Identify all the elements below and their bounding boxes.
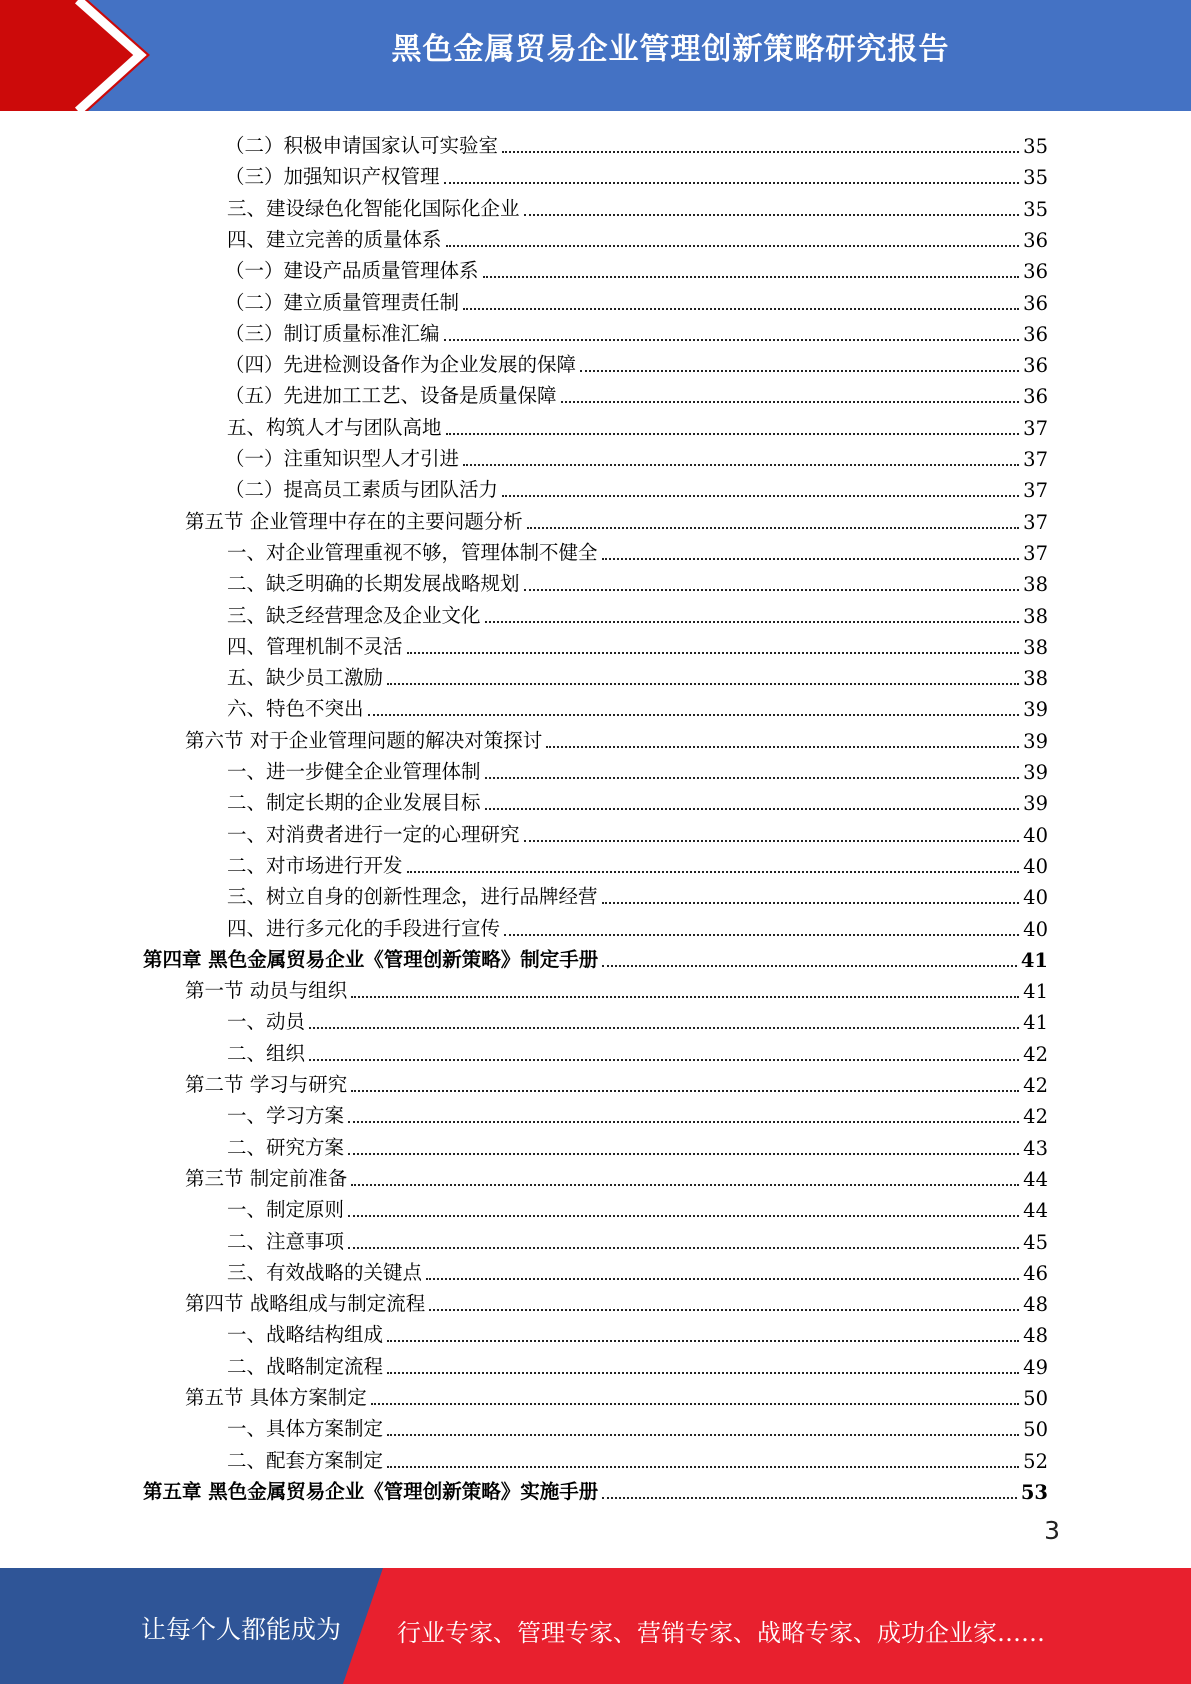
toc-entry-page: 37 <box>1023 416 1048 440</box>
toc-entry-page: 48 <box>1023 1324 1048 1348</box>
toc-entry[interactable] <box>185 1161 1048 1191</box>
toc-leader-dots <box>351 1090 1019 1092</box>
toc-entry-page: 53 <box>1020 1480 1048 1504</box>
toc-entry-title: 五、缺少员工激励 <box>227 666 384 690</box>
toc-entry-title: 三、树立自身的创新性理念，进行品牌经营 <box>227 885 598 909</box>
toc-leader-dots <box>351 1184 1019 1186</box>
toc-entry[interactable] <box>225 316 1048 346</box>
toc-entry-page: 39 <box>1023 761 1048 784</box>
toc-entry-title: （三）制订质量标准汇编 <box>225 321 440 345</box>
toc-entry[interactable] <box>227 1255 1048 1285</box>
toc-entry[interactable] <box>227 566 1048 596</box>
toc-entry-page: 39 <box>1023 698 1048 722</box>
toc-entry[interactable] <box>225 472 1048 502</box>
toc-entry[interactable] <box>227 1098 1048 1128</box>
toc-entry-title: 二、缺乏明确的长期发展战略规划 <box>227 572 520 596</box>
toc-entry-page: 40 <box>1023 886 1048 910</box>
toc-entry-title: 二、注意事项 <box>227 1229 345 1253</box>
toc-entry[interactable] <box>185 504 1048 534</box>
toc-entry-title: 三、缺乏经营理念及企业文化 <box>227 603 481 627</box>
toc-entry[interactable] <box>227 222 1048 252</box>
toc-leader-dots <box>348 1121 1019 1123</box>
toc-entry-page: 35 <box>1023 197 1048 221</box>
toc-entry-title: （一）建设产品质量管理体系 <box>225 259 479 283</box>
toc-entry-title: 六、特色不突出 <box>227 697 364 721</box>
toc-entry[interactable] <box>227 754 1048 784</box>
toc-entry[interactable] <box>225 285 1048 315</box>
toc-entry-page: 40 <box>1023 823 1048 847</box>
toc-entry-title: 二、研究方案 <box>227 1135 345 1159</box>
toc-entry[interactable] <box>185 1286 1048 1316</box>
header-arrow-decoration <box>0 0 150 111</box>
toc-entry[interactable] <box>227 660 1048 690</box>
toc-entry-page: 43 <box>1023 1136 1048 1160</box>
toc-entry-title: 第三节 制定前准备 <box>185 1166 348 1190</box>
toc-leader-dots <box>485 621 1020 623</box>
toc-entry-page: 41 <box>1023 980 1048 1004</box>
page-header <box>0 0 1191 111</box>
toc-entry-title: 二、战略制定流程 <box>227 1354 384 1378</box>
toc-leader-dots <box>504 934 1019 936</box>
toc-entry-title: 一、动员 <box>227 1010 306 1034</box>
toc-entry-title: 二、配套方案制定 <box>227 1448 384 1472</box>
toc-entry-title: 第四节 战略组成与制定流程 <box>185 1292 426 1316</box>
toc-leader-dots <box>502 495 1019 497</box>
toc-leader-dots <box>602 902 1020 904</box>
toc-entry-title: 第五节 企业管理中存在的主要问题分析 <box>185 509 523 533</box>
toc-chapter-entry[interactable] <box>143 942 1048 972</box>
toc-entry-page: 45 <box>1023 1230 1048 1254</box>
toc-chapter-entry[interactable] <box>143 1474 1048 1504</box>
toc-entry-title: （四）先进检测设备作为企业发展的保障 <box>225 353 577 377</box>
toc-leader-dots <box>387 683 1019 685</box>
toc-leader-dots <box>407 652 1020 654</box>
toc-entry-title: 一、具体方案制定 <box>227 1417 384 1441</box>
toc-entry-page: 42 <box>1023 1042 1048 1066</box>
toc-leader-dots <box>426 1278 1019 1280</box>
toc-entry[interactable] <box>185 723 1048 753</box>
toc-entry-page: 52 <box>1023 1449 1048 1473</box>
toc-entry[interactable] <box>227 410 1048 440</box>
toc-entry-page: 37 <box>1023 479 1048 503</box>
toc-entry[interactable] <box>227 911 1048 941</box>
toc-entry[interactable] <box>225 441 1048 471</box>
toc-leader-dots <box>387 1434 1019 1436</box>
toc-entry[interactable] <box>227 1411 1048 1441</box>
toc-entry-page: 37 <box>1023 448 1048 471</box>
toc-entry[interactable] <box>227 1317 1048 1347</box>
toc-entry-title: （一）注重知识型人才引进 <box>225 447 460 470</box>
toc-leader-dots <box>444 339 1020 341</box>
toc-entry-page: 46 <box>1023 1261 1048 1285</box>
toc-entry[interactable] <box>185 1380 1048 1410</box>
toc-leader-dots <box>387 1372 1019 1374</box>
toc-entry-title: 三、建设绿色化智能化国际化企业 <box>227 196 520 220</box>
page-footer <box>0 1568 1191 1684</box>
toc-entry-page: 50 <box>1023 1418 1048 1442</box>
toc-entry[interactable] <box>185 973 1048 1003</box>
toc-entry-page: 36 <box>1023 354 1048 378</box>
toc-leader-dots <box>407 871 1020 873</box>
toc-leader-dots <box>387 1466 1019 1468</box>
toc-leader-dots <box>527 527 1019 529</box>
toc-entry-title: 三、有效战略的关键点 <box>227 1260 423 1284</box>
toc-entry[interactable] <box>227 1224 1048 1254</box>
toc-entry[interactable] <box>225 378 1048 408</box>
toc-entry-title: （二）积极申请国家认可实验室 <box>225 134 499 157</box>
toc-entry-page: 38 <box>1023 667 1048 691</box>
toc-entry-page: 50 <box>1023 1387 1048 1410</box>
toc-leader-dots <box>387 1340 1019 1342</box>
toc-leader-dots <box>348 1215 1019 1217</box>
toc-entry[interactable] <box>225 253 1048 283</box>
toc-leader-dots <box>371 1403 1019 1405</box>
toc-leader-dots <box>309 1059 1019 1061</box>
toc-entry-title: 二、制定长期的企业发展目标 <box>227 791 481 815</box>
toc-entry-page: 37 <box>1023 510 1048 534</box>
toc-entry[interactable] <box>225 128 1048 158</box>
toc-leader-dots <box>429 1309 1019 1311</box>
toc-leader-dots <box>368 714 1020 716</box>
toc-entry-page: 37 <box>1023 541 1048 565</box>
toc-entry[interactable] <box>227 879 1048 909</box>
toc-entry-title: （三）加强知识产权管理 <box>225 165 440 189</box>
toc-entry-page: 40 <box>1023 854 1048 878</box>
toc-leader-dots <box>502 151 1019 153</box>
toc-entry[interactable] <box>227 191 1048 221</box>
toc-leader-dots <box>602 965 1017 967</box>
toc-entry-title: 一、战略结构组成 <box>227 1323 384 1347</box>
toc-leader-dots <box>485 808 1020 810</box>
toc-leader-dots <box>351 996 1019 998</box>
toc-entry[interactable] <box>227 535 1048 565</box>
toc-entry-page: 36 <box>1023 291 1048 315</box>
toc-entry[interactable] <box>227 1443 1048 1473</box>
toc-leader-dots <box>561 401 1020 403</box>
toc-entry[interactable] <box>227 1192 1048 1222</box>
toc-entry-page: 41 <box>1023 1011 1048 1035</box>
toc-leader-dots <box>348 1247 1019 1249</box>
toc-entry-title: （五）先进加工工艺、设备是质量保障 <box>225 384 557 408</box>
toc-entry-page: 39 <box>1023 792 1048 816</box>
toc-leader-dots <box>602 558 1020 560</box>
toc-entry-page: 40 <box>1023 917 1048 941</box>
toc-leader-dots <box>485 777 1020 779</box>
toc-leader-dots <box>580 370 1019 372</box>
toc-entry[interactable] <box>185 1067 1048 1097</box>
toc-entry-title: 一、进一步健全企业管理体制 <box>227 760 481 783</box>
toc-entry-page: 38 <box>1023 635 1048 659</box>
toc-leader-dots <box>463 464 1019 466</box>
toc-entry-page: 38 <box>1023 573 1048 597</box>
toc-leader-dots <box>446 433 1020 435</box>
toc-leader-dots <box>602 1497 1017 1499</box>
toc-entry-page: 44 <box>1023 1167 1048 1191</box>
toc-entry-page: 36 <box>1023 322 1048 346</box>
document-title: 黑色金属贸易企业管理创新策略研究报告 <box>391 32 950 67</box>
toc-leader-dots <box>524 214 1020 216</box>
toc-leader-dots <box>446 245 1020 247</box>
toc-entry-title: 四、进行多元化的手段进行宣传 <box>227 916 501 940</box>
toc-entry-title: 一、学习方案 <box>227 1104 345 1128</box>
toc-entry[interactable] <box>227 1130 1048 1160</box>
toc-entry-title: 二、组织 <box>227 1041 306 1065</box>
toc-entry-page: 42 <box>1023 1074 1048 1097</box>
toc-entry-page: 44 <box>1023 1199 1048 1223</box>
toc-entry-title: 第二节 学习与研究 <box>185 1073 348 1096</box>
toc-leader-dots <box>348 1153 1019 1155</box>
toc-entry-title: （二）提高员工素质与团队活力 <box>225 478 499 502</box>
toc-entry-title: 四、建立完善的质量体系 <box>227 227 442 251</box>
toc-entry-page: 48 <box>1023 1293 1048 1317</box>
toc-entry-page: 36 <box>1023 228 1048 252</box>
toc-entry-title: 一、对企业管理重视不够，管理体制不健全 <box>227 540 598 564</box>
toc-entry-page: 42 <box>1023 1105 1048 1129</box>
toc-entry[interactable] <box>227 691 1048 721</box>
toc-leader-dots <box>309 1027 1019 1029</box>
toc-entry[interactable] <box>227 1004 1048 1034</box>
toc-entry-title: 第五章 黑色金属贸易企业《管理创新策略》实施手册 <box>143 1479 599 1503</box>
toc-entry-page: 41 <box>1020 948 1048 972</box>
footer-slogan-left: 让每个人都能成为 <box>141 1615 342 1644</box>
toc-leader-dots <box>444 182 1020 184</box>
toc-entry-title: 一、对消费者进行一定的心理研究 <box>227 822 520 846</box>
toc-entry-title: 第一节 动员与组织 <box>185 979 348 1003</box>
toc-entry-title: 第六节 对于企业管理问题的解决对策探讨 <box>185 728 543 752</box>
toc-entry-title: 五、构筑人才与团队高地 <box>227 415 442 439</box>
toc-entry[interactable] <box>227 817 1048 847</box>
toc-entry[interactable] <box>225 159 1048 189</box>
footer-slogan-right: 行业专家、管理专家、营销专家、战略专家、成功企业家…… <box>397 1619 1045 1647</box>
toc-leader-dots <box>524 589 1020 591</box>
toc-entry-page: 39 <box>1023 729 1048 753</box>
toc-leader-dots <box>546 746 1019 748</box>
toc-entry-page: 49 <box>1023 1355 1048 1379</box>
toc-entry[interactable] <box>227 1036 1048 1066</box>
toc-entry-title: （二）建立质量管理责任制 <box>225 290 460 314</box>
toc-entry-page: 38 <box>1023 604 1048 628</box>
toc-entry-page: 35 <box>1023 166 1048 190</box>
toc-entry[interactable] <box>227 629 1048 659</box>
toc-entry[interactable] <box>227 598 1048 628</box>
toc-entry-page: 36 <box>1023 260 1048 284</box>
toc-entry-title: 第五节 具体方案制定 <box>185 1386 367 1409</box>
toc-entry-title: 四、管理机制不灵活 <box>227 634 403 658</box>
toc-entry-page: 35 <box>1023 135 1048 158</box>
toc-entry[interactable] <box>227 785 1048 815</box>
toc-leader-dots <box>483 276 1020 278</box>
toc-entry-title: 第四章 黑色金属贸易企业《管理创新策略》制定手册 <box>143 947 599 971</box>
toc-entry-page: 36 <box>1023 385 1048 409</box>
toc-entry[interactable] <box>227 848 1048 878</box>
toc-entry-title: 二、对市场进行开发 <box>227 853 403 877</box>
toc-leader-dots <box>524 840 1020 842</box>
toc-entry[interactable] <box>225 347 1048 377</box>
toc-entry-title: 一、制定原则 <box>227 1198 345 1222</box>
toc-entry[interactable] <box>227 1349 1048 1379</box>
toc-leader-dots <box>463 308 1019 310</box>
page-number: 3 <box>1044 1516 1060 1545</box>
